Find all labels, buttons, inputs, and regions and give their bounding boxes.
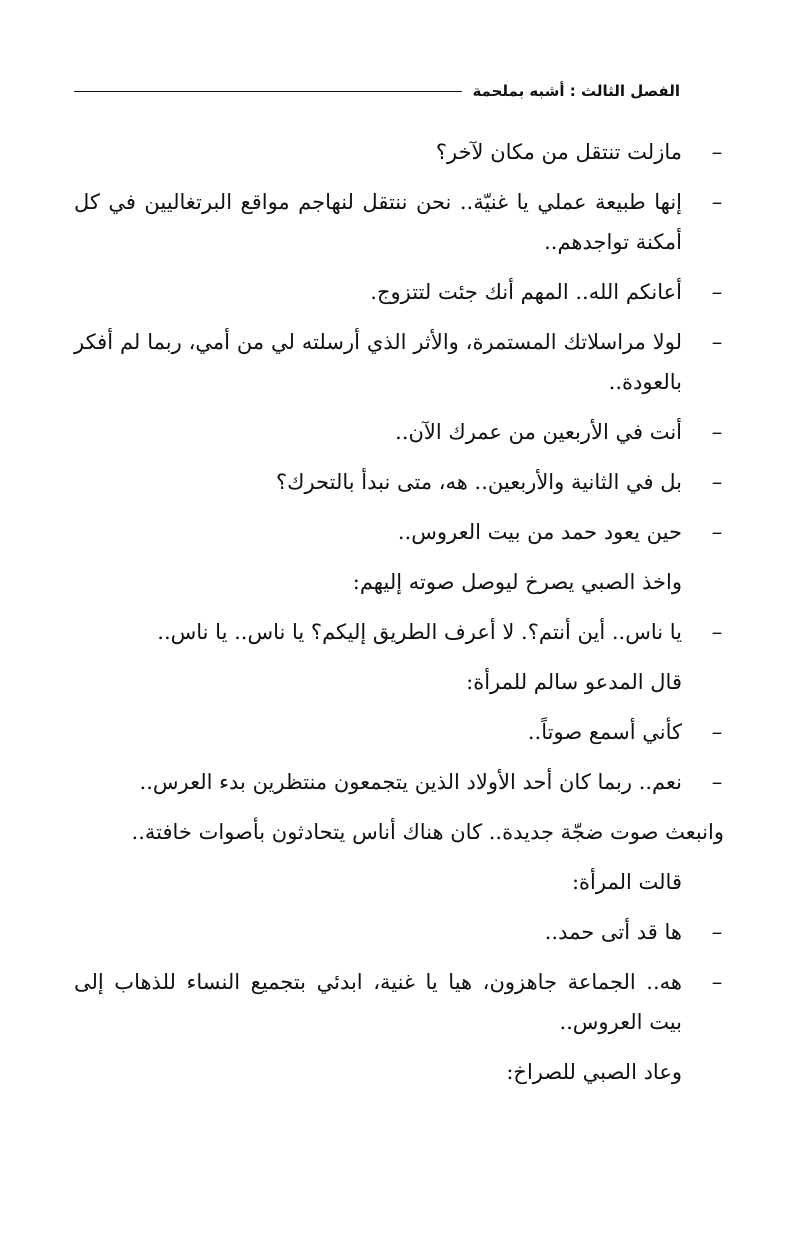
header-rule [74, 91, 462, 92]
dialogue-dash: – [711, 920, 723, 944]
dialogue-dash: – [711, 190, 723, 214]
dialogue-dash: – [711, 520, 723, 544]
running-header [74, 78, 680, 104]
dialogue-line [74, 912, 724, 952]
dialogue-dash: – [711, 470, 723, 494]
dialogue-dash: – [711, 330, 723, 354]
dialogue-text: يا ناس.. أين أنتم؟. لا أعرف الطريق إليكم؟ يا ناس.. يا ناس.. [157, 620, 682, 644]
dialogue-line [74, 272, 724, 312]
dialogue-text: حين يعود حمد من بيت العروس.. [397, 520, 682, 544]
dialogue-text: كأني أسمع صوتاً.. [527, 720, 682, 744]
dialogue-dash: – [711, 420, 723, 444]
dialogue-text: نعم.. ربما كان أحد الأولاد الذين يتجمعون منتظرين بدء العرس.. [139, 770, 682, 794]
page-body [74, 132, 724, 1102]
narration-line: واخذ الصبي يصرخ ليوصل صوته إليهم: [352, 570, 682, 594]
dialogue-dash: – [711, 970, 723, 994]
dialogue-line [74, 322, 724, 402]
chapter-title: الفصل الثالث : أشبه بملحمة [472, 82, 680, 100]
dialogue-line [74, 182, 724, 262]
dialogue-text: أعانكم الله.. المهم أنك جئت لتتزوج. [370, 280, 682, 304]
dialogue-text: بل في الثانية والأربعين.. هه، متى نبدأ بالتحرك؟ [276, 470, 682, 494]
dialogue-text: أنت في الأربعين من عمرك الآن.. [395, 420, 682, 444]
dialogue-dash: – [711, 720, 723, 744]
dialogue-line [74, 712, 724, 752]
dialogue-text: ها قد أتى حمد.. [544, 920, 682, 944]
dialogue-text: إنها طبيعة عملي يا غنيّة.. نحن ننتقل لنهاجم مواقع البرتغاليين في كل أمكنة تواجدهم.. [74, 190, 682, 254]
narration-line: وعاد الصبي للصراخ: [506, 1060, 682, 1084]
dialogue-line [74, 962, 724, 1042]
dialogue-dash: – [711, 140, 723, 164]
narration-line: قال المدعو سالم للمرأة: [466, 670, 682, 694]
dialogue-dash: – [711, 280, 723, 304]
dialogue-line [74, 462, 724, 502]
dialogue-line [74, 612, 724, 652]
narration-paragraph: وانبعث صوت ضجّة جديدة.. كان هناك أناس يتحادثون بأصوات خافتة.. [131, 820, 724, 844]
narration-line: قالت المرأة: [571, 870, 682, 894]
dialogue-line [74, 512, 724, 552]
dialogue-line [74, 412, 724, 452]
dialogue-text: لولا مراسلاتك المستمرة، والأثر الذي أرسلته لي من أمي، ربما لم أفكر بالعودة.. [74, 330, 682, 394]
dialogue-text: مازلت تنتقل من مكان لآخر؟ [435, 140, 682, 164]
dialogue-line [74, 762, 724, 802]
dialogue-dash: – [711, 770, 723, 794]
dialogue-dash: – [711, 620, 723, 644]
dialogue-line [74, 132, 724, 172]
dialogue-text: هه.. الجماعة جاهزون، هيا يا غنية، ابدئي بتجميع النساء للذهاب إلى بيت العروس.. [74, 970, 682, 1034]
